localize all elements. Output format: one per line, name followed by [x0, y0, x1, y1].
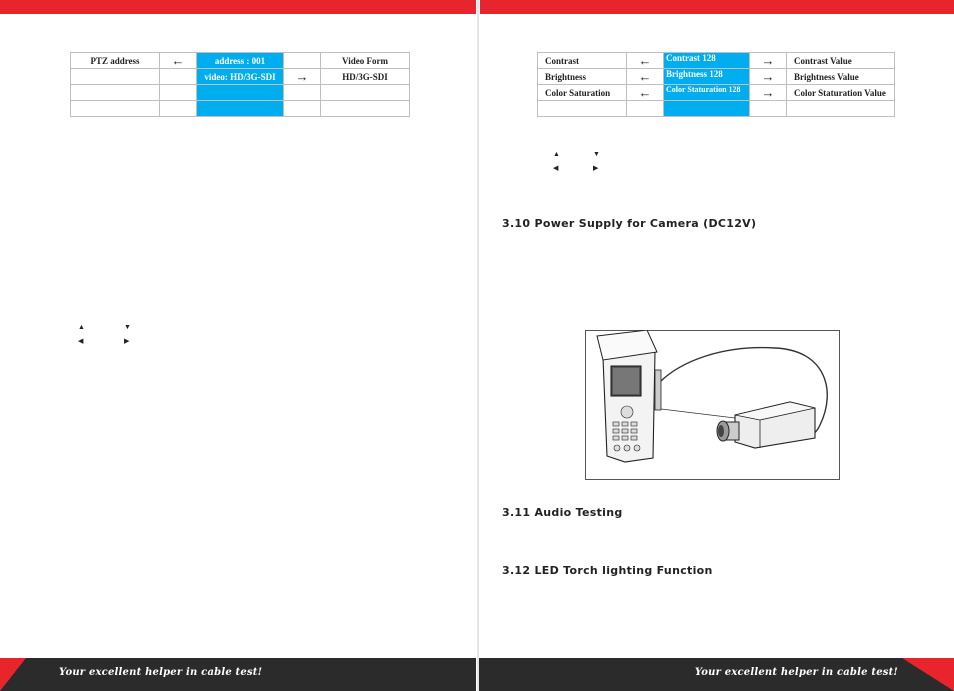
- menu-cell-highlight: address : 001: [197, 53, 284, 69]
- table-cell: Brightness: [538, 69, 627, 85]
- table-row: [538, 69, 895, 85]
- arrow-right-icon: →: [750, 53, 787, 69]
- footer-corner-accent: [0, 658, 26, 691]
- table-cell: [160, 101, 197, 117]
- section-heading: 3.11 Audio Testing: [502, 506, 623, 519]
- table-cell: PTZ address: [71, 53, 160, 69]
- table-cell: [160, 85, 197, 101]
- table-row: [71, 85, 410, 101]
- table-row: [538, 53, 895, 69]
- arrow-left-icon: ←: [627, 85, 664, 101]
- table-cell: [321, 101, 410, 117]
- table-cell: [71, 101, 160, 117]
- footer-right: [479, 658, 954, 691]
- table-row: [71, 53, 410, 69]
- footer-left: [0, 658, 476, 691]
- table-cell: [71, 69, 160, 85]
- table-cell: HD/3G-SDI: [321, 69, 410, 85]
- table-cell: [284, 53, 321, 69]
- tester-device-icon: [597, 330, 661, 462]
- table-row: [71, 101, 410, 117]
- left-arrow-icon: ◀: [78, 337, 84, 345]
- right-arrow-icon: ▶: [593, 164, 599, 172]
- arrow-right-icon: →: [750, 69, 787, 85]
- table-cell: [284, 101, 321, 117]
- section-heading: 3.10 Power Supply for Camera (DC12V): [502, 217, 757, 230]
- page-spine: [477, 0, 479, 691]
- right-arrow-icon: ▶: [124, 337, 130, 345]
- menu-cell-highlight: Contrast 128: [664, 53, 750, 69]
- down-arrow-icon: ▼: [124, 323, 131, 331]
- image-settings-table: [537, 52, 895, 117]
- table-cell: Contrast Value: [787, 53, 895, 69]
- table-cell: Brightness Value: [787, 69, 895, 85]
- ptz-video-table: [70, 52, 410, 117]
- menu-cell-highlight: video: HD/3G-SDI: [197, 69, 284, 85]
- arrow-right-icon: →: [284, 69, 321, 85]
- table-cell: [538, 101, 627, 117]
- direction-keys-left: [78, 320, 138, 350]
- up-arrow-icon: ▲: [553, 150, 560, 158]
- left-arrow-icon: ◀: [553, 164, 559, 172]
- footer-slogan: Your excellent helper in cable test!: [694, 667, 898, 678]
- down-arrow-icon: ▼: [593, 150, 600, 158]
- table-row: [71, 69, 410, 85]
- direction-keys-right: [553, 147, 613, 177]
- footer-corner-accent: [902, 658, 954, 691]
- footer-slogan: Your excellent helper in cable test!: [59, 667, 263, 678]
- table-cell: [321, 85, 410, 101]
- camera-icon: [717, 402, 815, 448]
- menu-cell-highlight: Color Staturation 128: [664, 85, 750, 101]
- tester-camera-illustration: [585, 330, 840, 480]
- arrow-left-icon: ←: [627, 53, 664, 69]
- table-cell: Video Form: [321, 53, 410, 69]
- table-cell: [71, 85, 160, 101]
- table-cell: Contrast: [538, 53, 627, 69]
- table-cell: [750, 101, 787, 117]
- arrow-left-icon: ←: [627, 69, 664, 85]
- table-row: [538, 101, 895, 117]
- arrow-right-icon: →: [750, 85, 787, 101]
- table-cell: [284, 85, 321, 101]
- table-cell: Color Saturation: [538, 85, 627, 101]
- table-row: [538, 85, 895, 101]
- menu-cell-highlight: Brightness 128: [664, 69, 750, 85]
- menu-cell-highlight: [197, 85, 284, 101]
- menu-cell-highlight: [664, 101, 750, 117]
- table-cell: Color Staturation Value: [787, 85, 895, 101]
- top-bar-right: [480, 0, 954, 14]
- table-cell: [160, 69, 197, 85]
- arrow-left-icon: ←: [160, 53, 197, 69]
- table-cell: [627, 101, 664, 117]
- section-heading: 3.12 LED Torch lighting Function: [502, 564, 713, 577]
- menu-cell-highlight: [197, 101, 284, 117]
- table-cell: [787, 101, 895, 117]
- top-bar-left: [0, 0, 476, 14]
- up-arrow-icon: ▲: [78, 323, 85, 331]
